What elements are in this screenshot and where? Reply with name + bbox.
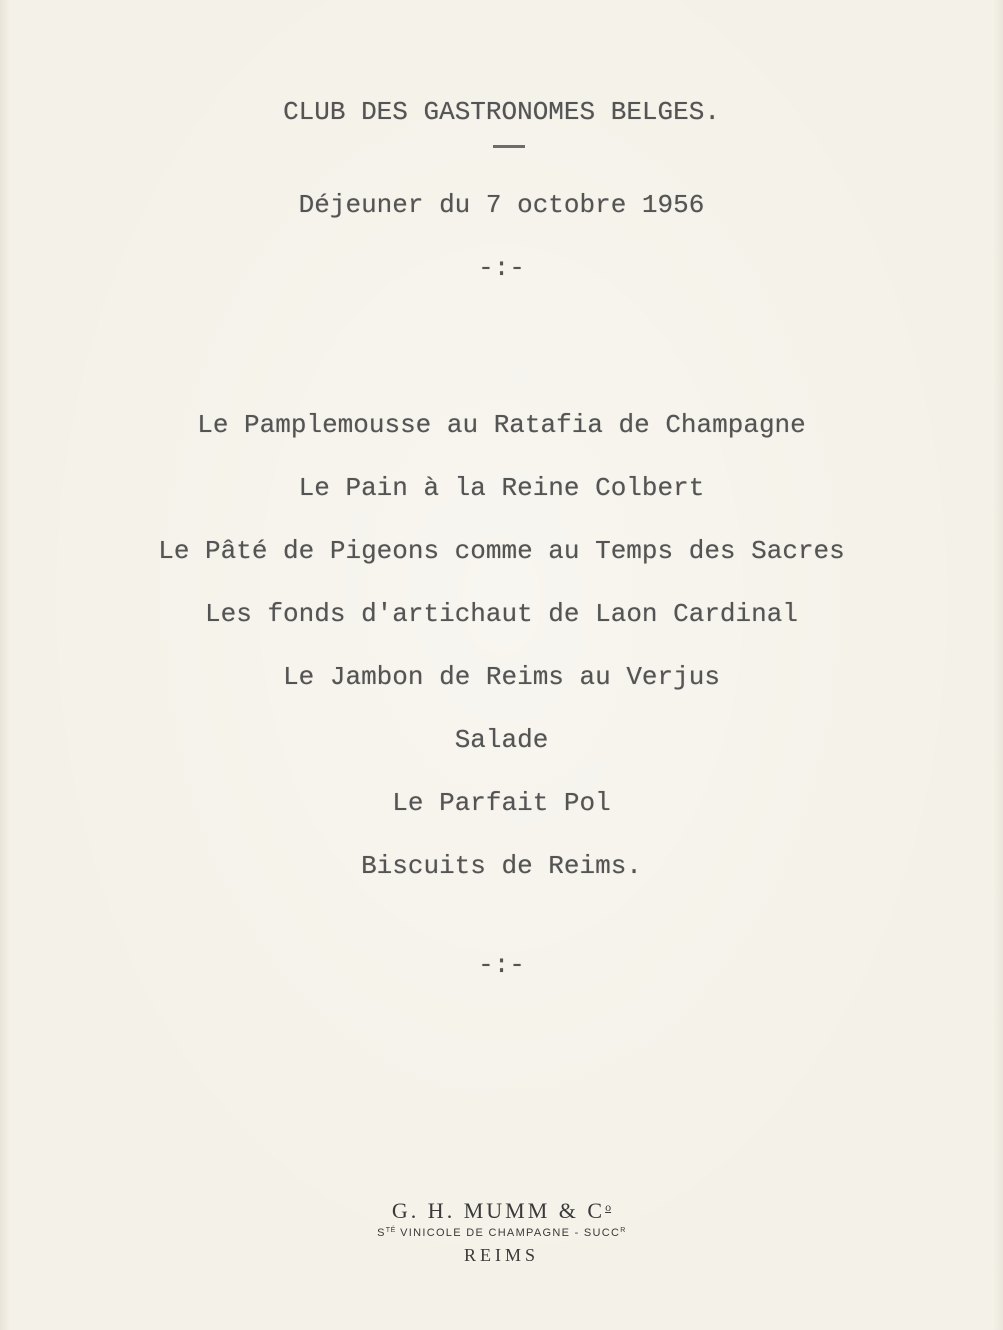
date-line: Déjeuner du 7 octobre 1956 [298,190,705,220]
menu-item: Le Parfait Pol [392,788,611,818]
house-name-superscript: o [605,1200,612,1214]
menu-item: Le Pain à la Reine Colbert [298,473,705,503]
city: REIMS [463,1245,539,1265]
menu-item: Biscuits de Reims. [361,851,642,881]
closing-separator: -:- [478,950,525,980]
menu-item: Les fonds d'artichaut de Laon Cardinal [205,599,798,629]
menu-item: Le Pâté de Pigeons comme au Temps des Sacres [158,536,845,566]
company-subtitle [0,1224,1003,1240]
title-underline-mark [493,145,525,148]
header-separator: -:- [478,253,525,283]
menu-item: Le Jambon de Reims au Verjus [283,662,720,692]
subtitle-suffix-superscript: R [620,1227,626,1234]
subtitle-main: VINICOLE DE CHAMPAGNE - SUCC [395,1227,621,1239]
menu-item: Salade [454,725,549,755]
subtitle-prefix: S [377,1227,386,1239]
club-title: CLUB DES GASTRONOMES BELGES. [283,97,720,127]
house-name-text: G. H. MUMM & C [391,1198,606,1223]
subtitle-prefix-superscript: TÉ [385,1227,396,1234]
house-name [0,1194,1003,1224]
menu-item: Le Pamplemousse au Ratafia de Champagne [197,410,806,440]
